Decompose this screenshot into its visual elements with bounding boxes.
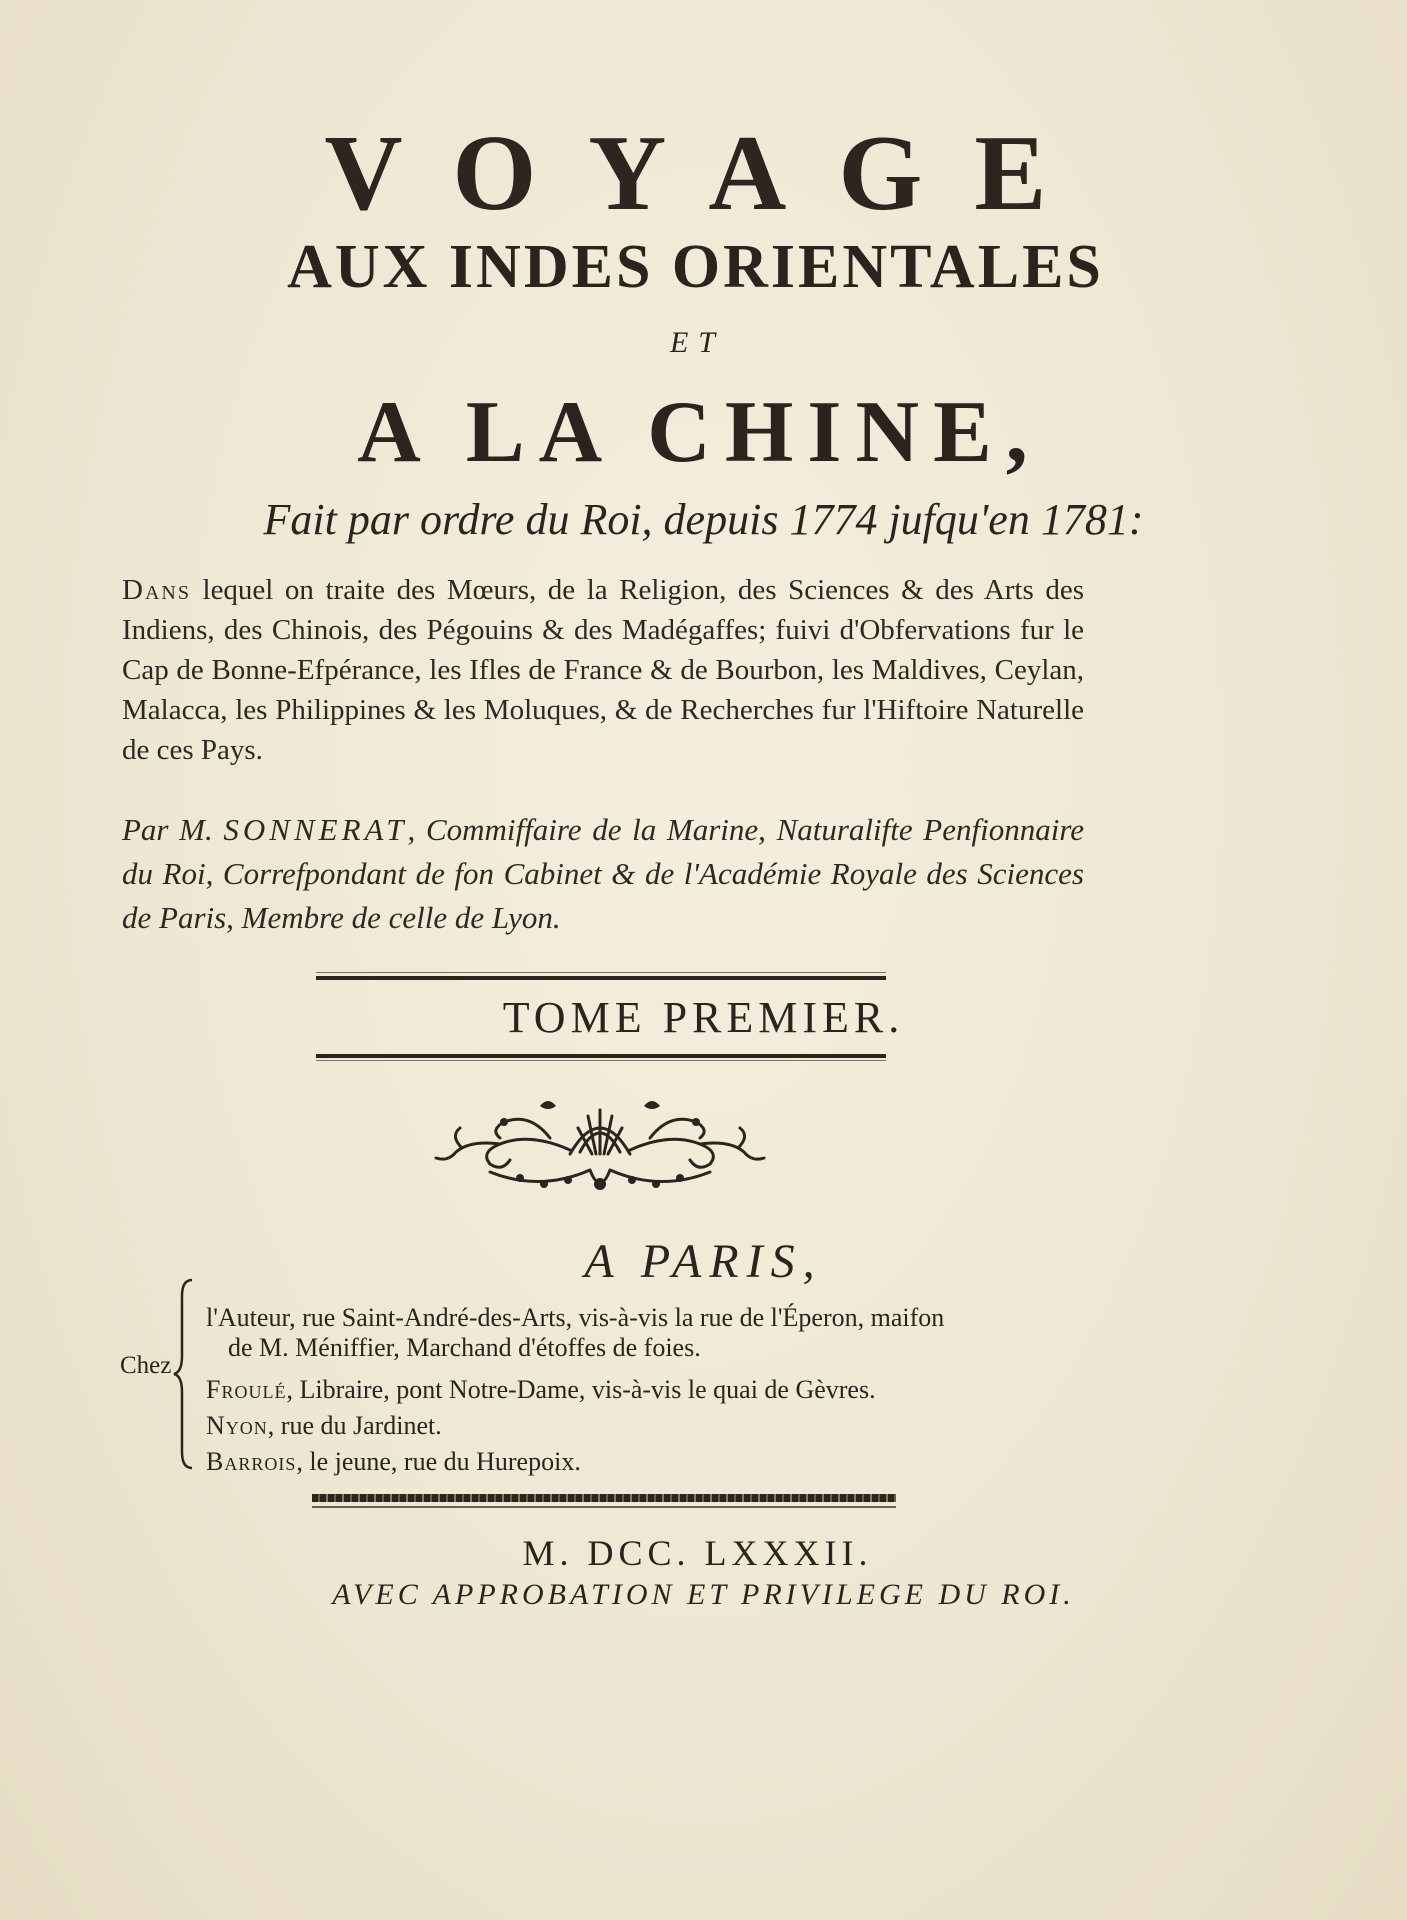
bookseller-nyon: Nyon — [206, 1411, 268, 1440]
title-et: ET — [669, 326, 725, 359]
address-author-cont: de M. Méniffier, Marchand d'étoffes de foies. — [228, 1333, 701, 1362]
description-text: lequel on traite des Mœurs, de la Religion, des Sciences & des Arts des Indiens, des Chinois, des Pégouins & des Madégaffes; fuivi d'Obfervations fur le Cap de Bonne-Efpérance, les Ifles de France & de Bourbon, les Maldives, Ceylan, Malacca, les Philippines & les Moluques, & de Recherches fur l'Hiftoire Naturelle de ces Pays. — [122, 574, 1084, 766]
rule-bottom-thin — [316, 1060, 886, 1061]
publication-date: M. DCC. LXXXII. — [522, 1533, 873, 1573]
bookseller-froule: Froulé — [206, 1375, 287, 1404]
title-indes-orientales: AUX INDES ORIENTALES — [287, 233, 1104, 301]
decorative-rule-thin — [312, 1506, 896, 1508]
address-nyon — [206, 1408, 1086, 1444]
description-paragraph — [122, 570, 1084, 770]
address-author: l'Auteur, rue Saint-André-des-Arts, vis-à-vis la rue de l'Éperon, maifon — [206, 1303, 945, 1332]
rule-top-thin — [316, 972, 886, 973]
subtitle: Fait par ordre du Roi, depuis 1774 jufqu'en 1781: — [263, 495, 1144, 544]
address-froule-text: , Libraire, pont Notre-Dame, vis-à-vis le quai de Gèvres. — [286, 1375, 876, 1404]
address-froule — [206, 1372, 1086, 1408]
description-first-word: Dans — [122, 574, 191, 606]
curly-brace-icon — [172, 1276, 198, 1472]
address-barrois-text: , le jeune, rue du Hurepoix. — [296, 1447, 581, 1476]
approbation-line: AVEC APPROBATION ET PRIVILEGE DU ROI. — [332, 1578, 1075, 1611]
author-titles: , Commiffaire de la Marine, Naturalifte Penfionnaire du Roi, Correfpondant de fon Cabinet & de l'Académie Royale des Sciences de Paris, Membre de celle de Lyon. — [122, 812, 1084, 935]
rule-top — [316, 976, 886, 980]
title-chine: A LA CHINE, — [357, 384, 1042, 481]
chez-label: Chez — [120, 1352, 172, 1379]
address-nyon-text: , rue du Jardinet. — [267, 1411, 442, 1440]
author-name: SONNERAT — [223, 812, 408, 847]
address-barrois — [206, 1444, 1086, 1480]
place-of-publication: A PARIS, — [584, 1235, 823, 1288]
bookseller-barrois: Barrois — [206, 1447, 297, 1476]
rule-bottom — [316, 1054, 886, 1058]
author-paragraph — [122, 808, 1084, 940]
floral-shell-ornament-icon — [420, 1092, 780, 1200]
volume-label: TOME PREMIER. — [502, 993, 905, 1042]
decorative-rule — [312, 1494, 896, 1502]
author-prefix: Par M. — [122, 812, 224, 847]
title-voyage: VOYAGE — [324, 114, 1099, 233]
